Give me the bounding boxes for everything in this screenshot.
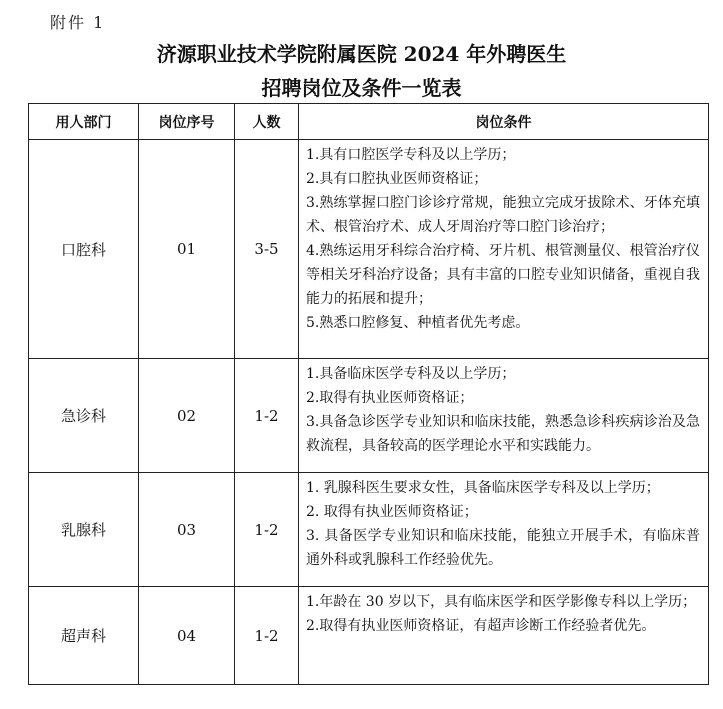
cell-count: 1-2	[235, 587, 299, 685]
condition-line: 5.熟悉口腔修复、种植者优先考虑。	[306, 315, 530, 331]
attachment-label: 附件 1	[50, 13, 106, 32]
cell-dept: 急诊科	[29, 359, 139, 473]
condition-line: 1. 乳腺科医生要求女性，具备临床医学专科及以上学历；	[306, 480, 660, 496]
header-code: 岗位序号	[139, 104, 235, 140]
cell-code: 03	[139, 473, 235, 587]
page-title-line2: 招聘岗位及条件一览表	[261, 76, 462, 100]
cell-count: 1-2	[235, 473, 299, 587]
condition-line: 2.取得有执业医师资格证；	[306, 390, 474, 406]
cell-conditions	[299, 473, 709, 587]
cell-code: 04	[139, 587, 235, 685]
cell-conditions	[299, 587, 709, 685]
condition-line: 1.具有口腔医学专科及以上学历；	[306, 147, 516, 163]
table-row	[29, 359, 709, 473]
table-row	[29, 473, 709, 587]
cell-conditions	[299, 140, 709, 359]
cell-dept: 口腔科	[29, 140, 139, 359]
condition-line: 3.具备急诊医学专业知识和临床技能，熟悉急诊科疾病诊治及急救流程，具备较高的医学理论水平和实践能力。	[306, 414, 700, 454]
cell-dept: 乳腺科	[29, 473, 139, 587]
cell-dept: 超声科	[29, 587, 139, 685]
cell-count: 1-2	[235, 359, 299, 473]
header-conditions: 岗位条件	[299, 104, 709, 140]
condition-line: 1.年龄在 30 岁以下，具有临床医学和医学影像专科以上学历；	[306, 594, 697, 610]
condition-line: 2.具有口腔执业医师资格证；	[306, 171, 488, 187]
cell-code: 02	[139, 359, 235, 473]
condition-line: 4.熟练运用牙科综合治疗椅、牙片机、根管测量仪、根管治疗仪等相关牙科治疗设备；具有丰富的口腔专业知识储备，重视自我能力的拓展和提升；	[306, 243, 700, 307]
table-row	[29, 140, 709, 359]
condition-line: 1.具备临床医学专科及以上学历；	[306, 366, 516, 382]
condition-line: 3. 具备医学专业知识和临床技能，能独立开展手术，有临床普通外科或乳腺科工作经验优先。	[306, 528, 700, 568]
table-header-row	[29, 104, 709, 140]
condition-line: 2.取得有执业医师资格证，有超声诊断工作经验者优先。	[306, 618, 656, 634]
cell-code: 01	[139, 140, 235, 359]
table-row	[29, 587, 709, 685]
header-dept: 用人部门	[29, 104, 139, 140]
condition-line: 3.熟练掌握口腔门诊诊疗常规，能独立完成牙拔除术、牙体充填术、根管治疗术、成人牙周治疗等口腔门诊治疗；	[306, 195, 700, 235]
header-count: 人数	[235, 104, 299, 140]
condition-line: 2. 取得有执业医师资格证；	[306, 504, 478, 520]
page-title-line1: 济源职业技术学院附属医院 2024 年外聘医生	[156, 42, 567, 66]
recruitment-table	[28, 103, 709, 685]
cell-count: 3-5	[235, 140, 299, 359]
cell-conditions	[299, 359, 709, 473]
